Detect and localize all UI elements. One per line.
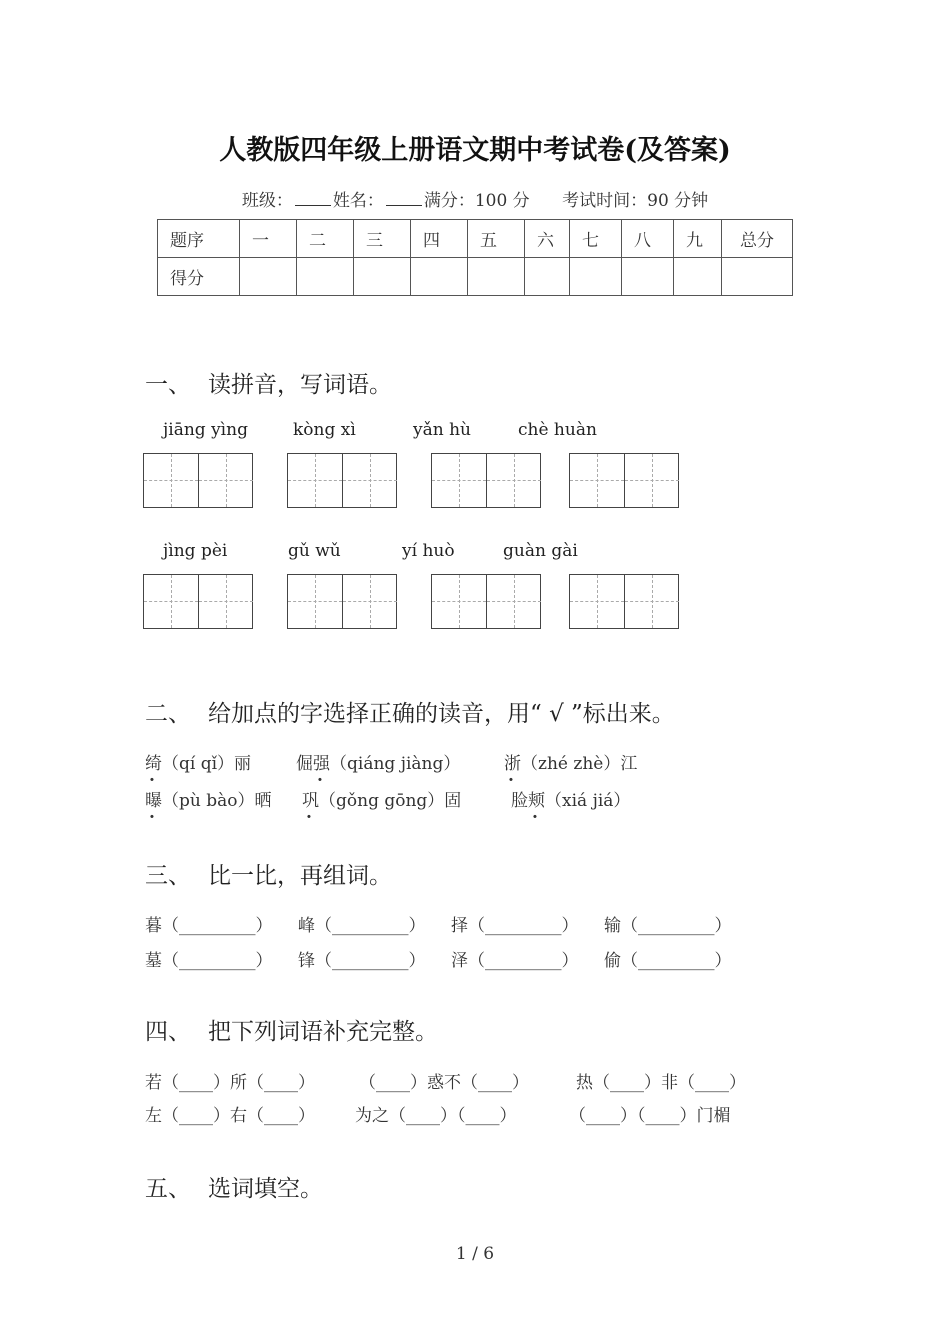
idiom-item[interactable]: 为之（____）（____） xyxy=(355,1106,517,1126)
section-5-heading xyxy=(145,1170,323,1203)
idiom-item[interactable]: 左（____）右（____） xyxy=(145,1106,315,1126)
score-cell[interactable] xyxy=(468,258,525,296)
exam-info xyxy=(0,186,950,211)
table-cell: 二 xyxy=(297,220,354,258)
table-cell: 四 xyxy=(411,220,468,258)
writing-grid[interactable] xyxy=(143,574,253,629)
writing-grid[interactable] xyxy=(569,574,679,629)
word-item[interactable]: 峰（_________） xyxy=(298,916,426,936)
table-cell: 题序 xyxy=(158,220,240,258)
word-item[interactable]: 择（_________） xyxy=(451,916,579,936)
pronunciation-item xyxy=(145,786,272,811)
char: 倔 xyxy=(296,754,313,774)
pinyin: jìng pèi xyxy=(163,541,228,561)
section-title: 选词填空。 xyxy=(208,1176,323,1202)
dotted-char: 强 xyxy=(313,754,330,774)
class-label: 班级： xyxy=(241,191,293,211)
writing-grid[interactable] xyxy=(431,453,541,508)
pinyin: gǔ wǔ xyxy=(288,541,341,561)
score-table xyxy=(157,219,793,296)
writing-grid[interactable] xyxy=(431,574,541,629)
dotted-char: 浙 xyxy=(504,754,521,774)
options[interactable]: （pù bào）晒 xyxy=(162,791,272,811)
section-4-heading xyxy=(145,1013,438,1046)
word-item[interactable]: 输（_________） xyxy=(604,916,732,936)
section-title: 比一比，再组词。 xyxy=(208,863,392,889)
options[interactable]: （qí qǐ）丽 xyxy=(162,754,252,774)
score-cell[interactable] xyxy=(297,258,354,296)
writing-grid[interactable] xyxy=(143,453,253,508)
options[interactable]: （qiáng jiàng） xyxy=(330,754,461,774)
idiom-item[interactable]: 若（____）所（____） xyxy=(145,1073,315,1093)
table-cell: 一 xyxy=(240,220,297,258)
word-item[interactable]: 泽（_________） xyxy=(451,951,579,971)
table-cell: 三 xyxy=(354,220,411,258)
table-cell: 五 xyxy=(468,220,525,258)
pronunciation-item xyxy=(145,749,251,774)
score-table-header-row xyxy=(158,220,793,258)
page-number: 1 / 6 xyxy=(455,1244,495,1264)
table-cell: 六 xyxy=(525,220,570,258)
word-item[interactable]: 偷（_________） xyxy=(604,951,732,971)
pinyin: chè huàn xyxy=(518,420,597,440)
page-title: 人教版四年级上册语文期中考试卷(及答案) xyxy=(219,135,731,166)
score-cell[interactable] xyxy=(525,258,570,296)
table-cell: 得分 xyxy=(158,258,240,296)
writing-grid[interactable] xyxy=(287,574,397,629)
table-cell: 七 xyxy=(570,220,622,258)
score-cell[interactable] xyxy=(674,258,722,296)
writing-grid[interactable] xyxy=(569,453,679,508)
dotted-char: 绮 xyxy=(145,754,162,774)
section-number: 四、 xyxy=(145,1019,191,1045)
word-item[interactable]: 锋（_________） xyxy=(298,951,426,971)
score-table-score-row xyxy=(158,258,793,296)
score-cell[interactable] xyxy=(240,258,297,296)
idiom-item[interactable]: （____）（____）门楣 xyxy=(569,1106,731,1126)
section-number: 三、 xyxy=(145,863,191,889)
dotted-char: 曝 xyxy=(145,791,162,811)
section-title: 给加点的字选择正确的读音，用“ √ ”标出来。 xyxy=(208,701,675,727)
pinyin: yí huò xyxy=(402,541,455,561)
dotted-char: 颊 xyxy=(528,791,545,811)
word-item[interactable]: 墓（_________） xyxy=(145,951,273,971)
pinyin: yǎn hù xyxy=(413,420,471,440)
section-2-heading xyxy=(145,695,675,728)
section-number: 一、 xyxy=(145,372,191,398)
char: 脸 xyxy=(511,791,528,811)
table-cell: 总分 xyxy=(722,220,793,258)
full-score: 满分：100 分 xyxy=(423,191,530,211)
score-cell[interactable] xyxy=(622,258,674,296)
pinyin: jiāng yìng xyxy=(163,420,248,440)
pronunciation-item xyxy=(511,786,630,811)
idiom-item[interactable]: 热（____）非（____） xyxy=(576,1073,746,1093)
options[interactable]: （zhé zhè）江 xyxy=(521,754,638,774)
pinyin: guàn gài xyxy=(503,541,578,561)
pronunciation-item xyxy=(296,749,460,774)
pronunciation-item xyxy=(504,749,637,774)
writing-grid[interactable] xyxy=(287,453,397,508)
class-blank[interactable] xyxy=(295,191,331,206)
dotted-char: 巩 xyxy=(302,791,319,811)
section-title: 读拼音，写词语。 xyxy=(208,372,392,398)
score-cell[interactable] xyxy=(411,258,468,296)
section-title: 把下列词语补充完整。 xyxy=(208,1019,438,1045)
section-number: 二、 xyxy=(145,701,191,727)
score-cell[interactable] xyxy=(570,258,622,296)
section-1-heading xyxy=(145,366,392,399)
table-cell: 九 xyxy=(674,220,722,258)
options[interactable]: （xiá jiá） xyxy=(545,791,631,811)
table-cell: 八 xyxy=(622,220,674,258)
exam-time: 考试时间：90 分钟 xyxy=(562,191,709,211)
score-cell[interactable] xyxy=(354,258,411,296)
score-cell[interactable] xyxy=(722,258,793,296)
name-label: 姓名： xyxy=(332,191,384,211)
section-3-heading xyxy=(145,857,392,890)
pinyin: kòng xì xyxy=(293,420,356,440)
word-item[interactable]: 暮（_________） xyxy=(145,916,273,936)
section-number: 五、 xyxy=(145,1176,191,1202)
idiom-item[interactable]: （____）惑不（____） xyxy=(359,1073,529,1093)
options[interactable]: （gǒng gōng）固 xyxy=(319,791,462,811)
name-blank[interactable] xyxy=(386,191,422,206)
pronunciation-item xyxy=(302,786,461,811)
